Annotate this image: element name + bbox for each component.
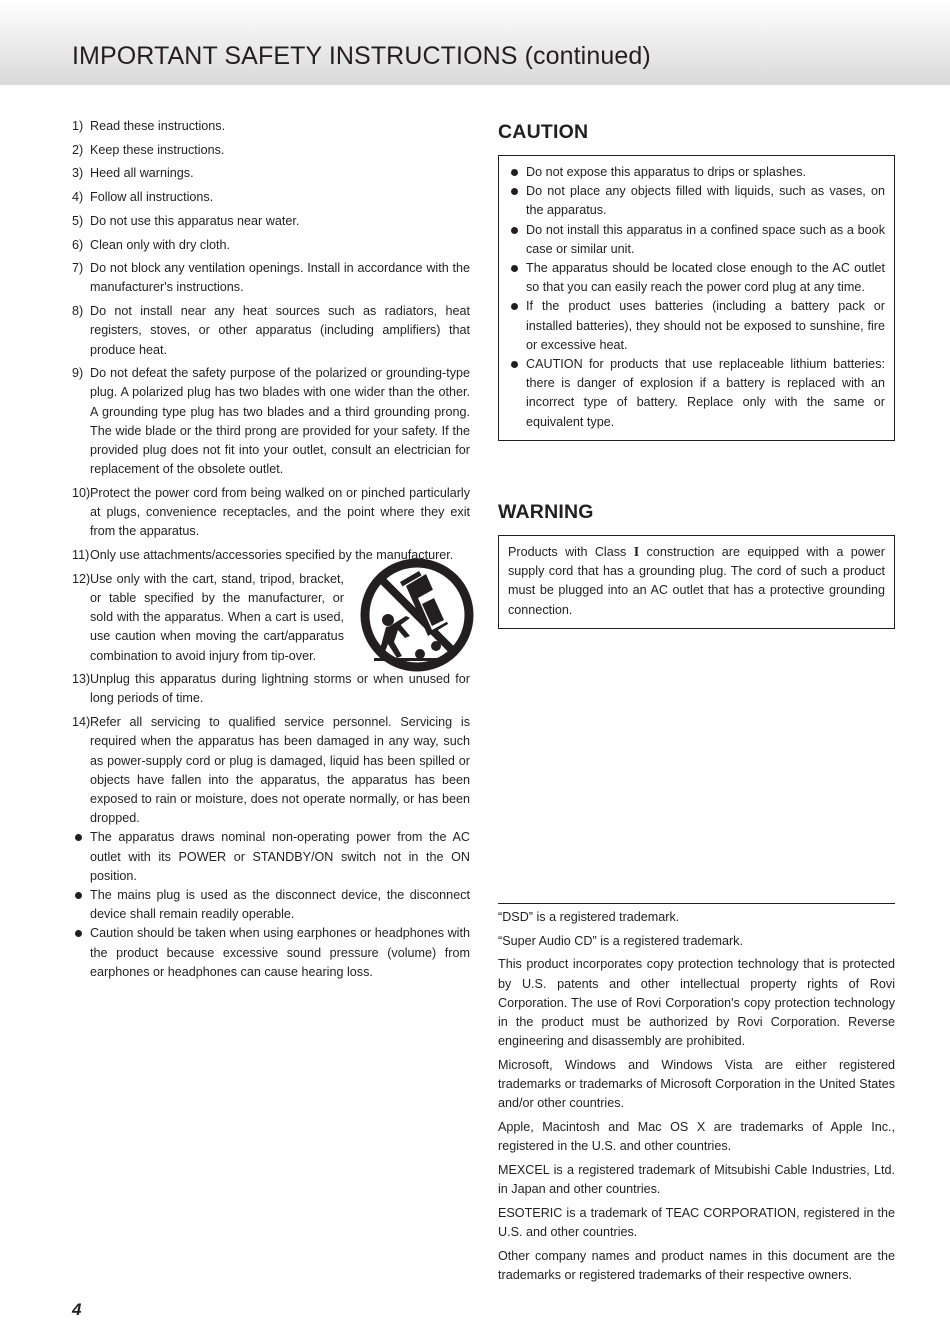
instruction-text: Protect the power cord from being walked on or pinched particularly at plugs, convenience receptacles, and the point where they exit from the apparatus. xyxy=(90,485,470,539)
instruction-number: 13) xyxy=(72,672,91,687)
instruction-text: Follow all instructions. xyxy=(90,190,214,205)
caution-item xyxy=(508,297,885,355)
instruction-item xyxy=(72,117,470,136)
caution-text: Do not expose this apparatus to drips or splashes. xyxy=(526,165,807,179)
instruction-text: Do not install near any heat sources such as radiators, heat registers, stoves, or other apparatus (including amplifiers) that produce heat. xyxy=(90,304,470,357)
instruction-text: Refer all servicing to qualified service personnel. Servicing is required when the apparatus has been damaged in any way, such as power-supply cord or plug is damaged, liquid has been spilled or objects have fallen into the apparatus, the apparatus has been exposed to rain or moisture, does not operate normally, or has been dropped. xyxy=(90,715,470,826)
page-title: IMPORTANT SAFETY INSTRUCTIONS (continued) xyxy=(72,42,651,70)
caution-item xyxy=(508,259,885,297)
instruction-item xyxy=(72,670,470,708)
bullet-dot-icon xyxy=(511,265,518,272)
caution-text: The apparatus should be located close enough to the AC outlet so that you can easily reach the power cord plug at any time. xyxy=(526,261,885,295)
caution-text: Do not place any objects filled with liquids, such as vases, on the apparatus. xyxy=(526,184,885,218)
instruction-text: Heed all warnings. xyxy=(90,166,194,181)
trademark-note: Microsoft, Windows and Windows Vista are either registered trademarks or trademarks of Microsoft Corporation in the United States and/or other countries. xyxy=(498,1057,895,1111)
bullet-dot-icon xyxy=(75,930,82,937)
caution-item xyxy=(508,355,885,432)
instruction-number: 11) xyxy=(72,548,90,563)
trademark-note: Apple, Macintosh and Mac OS X are trademarks of Apple Inc., registered in the U.S. and other countries. xyxy=(498,1120,895,1154)
bullet-item xyxy=(72,924,470,982)
instruction-number: 9) xyxy=(72,366,84,381)
warning-text-after: construction are equipped with a power supply cord that has a grounding plug. The cord of such a product must be plugged into an AC outlet that has a protective grounding connection. xyxy=(508,545,885,617)
instruction-item xyxy=(72,484,470,542)
bullet-dot-icon xyxy=(511,169,518,176)
instruction-text: Unplug this apparatus during lightning storms or when unused for long periods of time. xyxy=(90,672,470,706)
warning-text-before: Products with Class xyxy=(508,545,634,559)
instructions-list xyxy=(72,117,470,982)
caution-list xyxy=(508,163,885,432)
caution-item xyxy=(508,163,885,182)
caution-text: Do not install this apparatus in a confined space such as a book case or similar unit. xyxy=(526,222,885,256)
trademark-note: “DSD” is a registered trademark. xyxy=(498,910,680,924)
instruction-number: 5) xyxy=(72,213,84,228)
instruction-number: 10) xyxy=(72,485,91,500)
instruction-item xyxy=(72,364,470,479)
bullet-dot-icon xyxy=(511,303,518,310)
caution-heading: CAUTION xyxy=(498,121,589,143)
caution-box xyxy=(498,155,895,441)
instruction-number: 1) xyxy=(72,119,84,133)
instructions-column xyxy=(72,117,470,982)
instruction-number: 12) xyxy=(72,571,91,586)
instruction-number: 14) xyxy=(72,715,91,730)
warning-text xyxy=(508,543,885,620)
trademark-note: Other company names and product names in this document are the trademarks or registered trademarks of their respective owners. xyxy=(498,1248,895,1282)
instruction-item xyxy=(72,713,470,828)
instruction-text: Do not defeat the safety purpose of the polarized or grounding-type plug. A polarized plug has two blades with one wider than the other. A grounding type plug has two blades and a third grounding prong. The wide blade or the third prong are provided for your safety. If the provided plug does not fit into your outlet, consult an electrician for replacement of the obsolete outlet. xyxy=(90,366,470,477)
class-one-symbol: I xyxy=(633,545,640,560)
bullet-text: Caution should be taken when using earphones or headphones with the product because excessive sound pressure (volume) from earphones or headphones can cause hearing loss. xyxy=(90,926,470,979)
bullet-dot-icon xyxy=(511,361,518,368)
caution-item xyxy=(508,221,885,259)
instruction-text: Clean only with dry cloth. xyxy=(90,237,230,252)
instruction-text: Do not use this apparatus near water. xyxy=(90,213,300,228)
caution-text: CAUTION for products that use replaceable lithium batteries: there is danger of explosion if a battery is replaced with an incorrect type of battery. Replace only with the same or equivalent type. xyxy=(526,357,885,429)
instruction-number: 6) xyxy=(72,237,84,252)
bullet-text: The mains plug is used as the disconnect device, the disconnect device shall remain readily operable. xyxy=(90,888,470,922)
trademark-note: ESOTERIC is a trademark of TEAC CORPORATION, registered in the U.S. and other countries. xyxy=(498,1205,895,1240)
instruction-item xyxy=(72,188,470,207)
instruction-item xyxy=(72,164,470,183)
instruction-text: Keep these instructions. xyxy=(90,142,225,157)
trademark-note: MEXCEL is a registered trademark of Mitsubishi Cable Industries, Ltd. in Japan and other countries. xyxy=(498,1162,895,1197)
trademark-note: This product incorporates copy protection technology that is protected by U.S. patents and other intellectual property rights of Rovi Corporation. The use of Rovi Corporation's copy protection technology in the product must be authorized by Rovi Corporation. Reverse engineering and disassembly are prohibited. xyxy=(498,957,895,1049)
caution-item xyxy=(508,182,885,220)
bullet-text: The apparatus draws nominal non-operating power from the AC outlet with its POWER or STANDBY/ON switch not in the ON position. xyxy=(90,830,470,883)
bullet-item xyxy=(72,886,470,924)
instruction-text: Only use attachments/accessories specified by the manufacturer. xyxy=(90,548,454,563)
instruction-item xyxy=(72,212,470,231)
instruction-number: 3) xyxy=(72,166,84,181)
instruction-item xyxy=(72,259,470,297)
instruction-text: Read these instructions. xyxy=(90,119,226,133)
instruction-item xyxy=(72,302,470,360)
instruction-item xyxy=(72,236,470,255)
caution-text: If the product uses batteries (including a battery pack or installed batteries), they should not be exposed to sunshine, fire or excessive heat. xyxy=(526,299,885,352)
instruction-number: 7) xyxy=(72,261,84,276)
instruction-item xyxy=(72,141,470,160)
bullet-dot-icon xyxy=(511,227,518,234)
instruction-text: Do not block any ventilation openings. Install in accordance with the manufacturer's instructions. xyxy=(90,261,470,295)
instruction-text: Use only with the cart, stand, tripod, bracket, or table specified by the manufacturer, or sold with the apparatus. When a cart is used, use caution when moving the cart/apparatus combination to avoid injury from tip-over. xyxy=(90,571,344,663)
instruction-item xyxy=(72,570,470,666)
bullet-dot-icon xyxy=(75,834,82,841)
bullet-dot-icon xyxy=(75,892,82,899)
warning-box xyxy=(498,535,895,629)
cart-tip-over-warning-icon xyxy=(360,558,474,672)
trademark-note: “Super Audio CD” is a registered trademark. xyxy=(498,933,743,948)
warning-heading: WARNING xyxy=(498,501,594,523)
trademarks-section xyxy=(498,903,895,1290)
instruction-number: 4) xyxy=(72,190,84,205)
page-header xyxy=(0,0,950,85)
page-number: 4 xyxy=(72,1300,82,1319)
instruction-number: 8) xyxy=(72,304,84,319)
bullet-dot-icon xyxy=(511,188,518,195)
bullet-item xyxy=(72,828,470,886)
instruction-number: 2) xyxy=(72,142,84,157)
